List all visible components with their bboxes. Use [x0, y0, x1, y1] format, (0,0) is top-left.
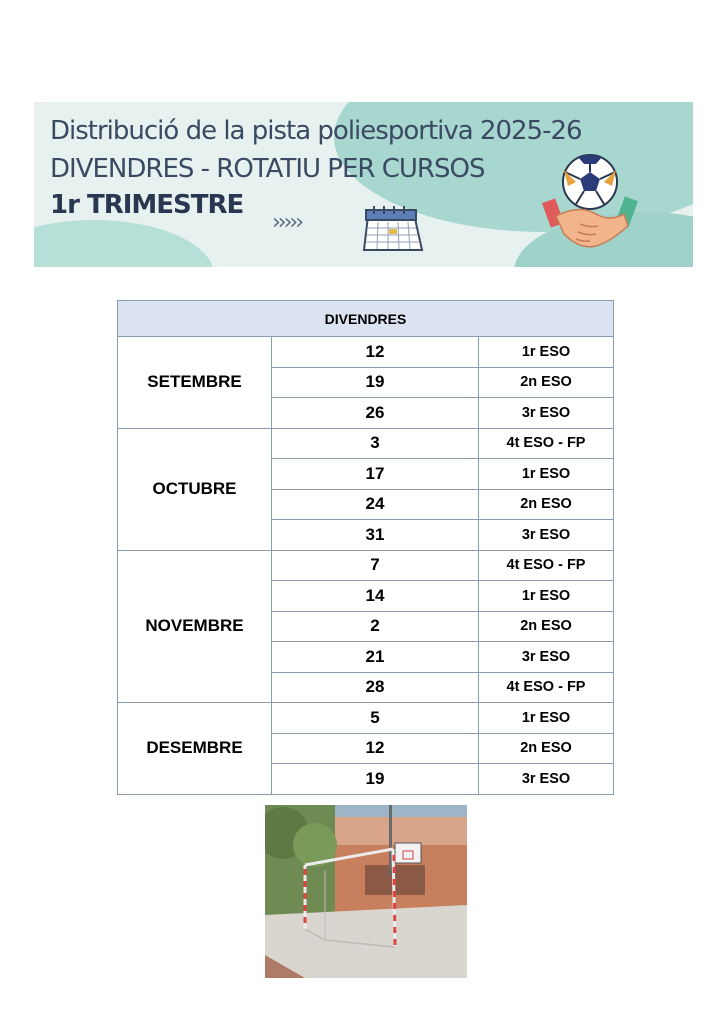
day-cell: 28 — [272, 672, 479, 703]
table-row — [118, 550, 614, 581]
day-cell: 2 — [272, 611, 479, 642]
soccer-ball-icon — [540, 142, 640, 252]
banner-subtitle: DIVENDRES - ROTATIU PER CURSOS — [50, 154, 485, 184]
day-cell: 12 — [272, 337, 479, 368]
day-cell: 19 — [272, 367, 479, 398]
table-header: DIVENDRES — [118, 301, 614, 337]
month-cell: DESEMBRE — [118, 703, 272, 795]
day-cell: 12 — [272, 733, 479, 764]
month-cell: SETEMBRE — [118, 337, 272, 429]
header-banner — [34, 102, 693, 267]
month-cell: OCTUBRE — [118, 428, 272, 550]
course-cell: 3r ESO — [479, 398, 614, 429]
day-cell: 5 — [272, 703, 479, 734]
table-row — [118, 703, 614, 734]
course-cell: 4t ESO - FP — [479, 550, 614, 581]
course-cell: 4t ESO - FP — [479, 428, 614, 459]
day-cell: 7 — [272, 550, 479, 581]
course-cell: 3r ESO — [479, 520, 614, 551]
arrows-icon: ››››› — [272, 210, 301, 235]
day-cell: 21 — [272, 642, 479, 673]
day-cell: 24 — [272, 489, 479, 520]
course-cell: 1r ESO — [479, 337, 614, 368]
table-row — [118, 337, 614, 368]
course-cell: 2n ESO — [479, 733, 614, 764]
month-cell: NOVEMBRE — [118, 550, 272, 703]
court-goal-photo — [265, 805, 467, 978]
schedule-table — [117, 300, 614, 795]
banner-title: Distribució de la pista poliesportiva 2025-26 — [50, 116, 582, 146]
course-cell: 3r ESO — [479, 642, 614, 673]
day-cell: 31 — [272, 520, 479, 551]
table-header-row — [118, 301, 614, 337]
table-row — [118, 428, 614, 459]
day-cell: 14 — [272, 581, 479, 612]
day-cell: 19 — [272, 764, 479, 795]
course-cell: 2n ESO — [479, 367, 614, 398]
day-cell: 3 — [272, 428, 479, 459]
banner-term: 1r TRIMESTRE — [50, 190, 244, 220]
course-cell: 3r ESO — [479, 764, 614, 795]
course-cell: 1r ESO — [479, 581, 614, 612]
course-cell: 1r ESO — [479, 703, 614, 734]
day-cell: 17 — [272, 459, 479, 490]
course-cell: 2n ESO — [479, 611, 614, 642]
course-cell: 2n ESO — [479, 489, 614, 520]
calendar-icon — [360, 204, 426, 254]
course-cell: 1r ESO — [479, 459, 614, 490]
course-cell: 4t ESO - FP — [479, 672, 614, 703]
day-cell: 26 — [272, 398, 479, 429]
